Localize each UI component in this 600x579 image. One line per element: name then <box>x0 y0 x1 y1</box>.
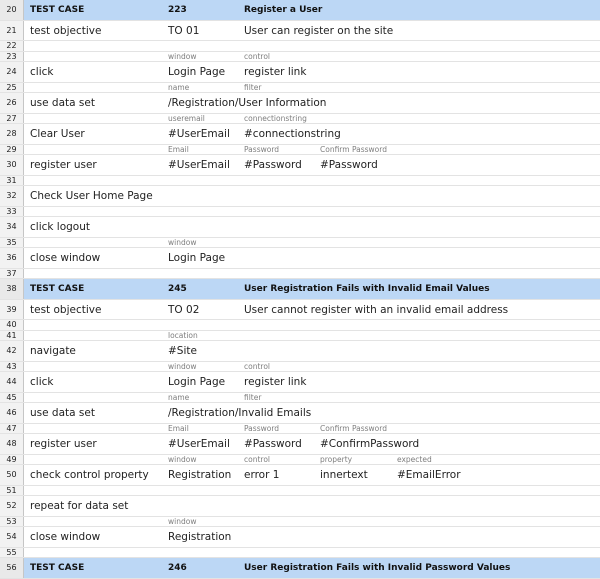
row-number[interactable]: 34 <box>0 217 24 237</box>
parameter-label-cell[interactable]: Confirm Password <box>320 144 387 154</box>
cell[interactable]: #ConfirmPassword <box>320 438 420 450</box>
sheet-row <box>0 362 600 372</box>
parameter-label-cell[interactable]: Password <box>244 144 280 154</box>
sheet-row <box>0 93 600 114</box>
cell[interactable]: close window <box>30 252 101 264</box>
cell[interactable]: TEST CASE <box>30 5 85 15</box>
parameter-label-cell[interactable]: expected <box>397 454 432 464</box>
cell[interactable]: register link <box>244 376 307 388</box>
row-number[interactable]: 47 <box>0 424 24 433</box>
sheet-row <box>0 145 600 155</box>
sheet-row <box>0 238 600 248</box>
cell[interactable]: User Registration Fails with Invalid Password Values <box>244 563 511 573</box>
row-number[interactable]: 28 <box>0 124 24 144</box>
cell[interactable]: User Registration Fails with Invalid Email Values <box>244 284 490 294</box>
cell[interactable]: 223 <box>168 5 187 15</box>
parameter-label-cell[interactable]: Confirm Password <box>320 423 387 433</box>
row-number[interactable]: 55 <box>0 548 24 557</box>
sheet-row <box>0 269 600 279</box>
cell[interactable]: use data set <box>30 407 95 419</box>
row-number[interactable]: 52 <box>0 496 24 516</box>
cell[interactable]: Login Page <box>168 66 226 78</box>
row-number[interactable]: 49 <box>0 455 24 464</box>
parameter-label-cell[interactable]: location <box>168 330 198 340</box>
row-number[interactable]: 51 <box>0 486 24 495</box>
sheet-row <box>0 331 600 341</box>
row-number[interactable]: 54 <box>0 527 24 547</box>
cell[interactable]: TEST CASE <box>30 563 85 573</box>
row-number[interactable]: 46 <box>0 403 24 423</box>
cell[interactable]: test objective <box>30 303 102 316</box>
cell[interactable]: #Password <box>244 159 302 171</box>
cell[interactable]: check control property <box>30 469 149 481</box>
row-number[interactable]: 27 <box>0 114 24 123</box>
row-number[interactable]: 42 <box>0 341 24 361</box>
sheet-row <box>0 52 600 62</box>
cell[interactable]: User can register on the site <box>244 24 394 37</box>
cell[interactable]: click <box>30 66 54 78</box>
cell[interactable]: error 1 <box>244 469 280 481</box>
row-number[interactable]: 44 <box>0 372 24 392</box>
cell[interactable]: close window <box>30 531 101 543</box>
cell[interactable]: #EmailError <box>397 469 461 481</box>
cell[interactable]: Clear User <box>30 128 85 140</box>
sheet-row <box>0 517 600 527</box>
sheet-row <box>0 155 600 176</box>
cell[interactable]: Login Page <box>168 252 226 264</box>
sheet-row <box>0 300 600 321</box>
row-number[interactable]: 20 <box>0 0 24 20</box>
cell[interactable]: 246 <box>168 563 187 573</box>
row-number[interactable]: 29 <box>0 145 24 154</box>
sheet-row <box>0 248 600 269</box>
row-number[interactable]: 40 <box>0 320 24 329</box>
parameter-label-cell[interactable]: window <box>168 51 197 61</box>
cell[interactable]: #UserEmail <box>168 159 230 171</box>
sheet-row <box>0 496 600 517</box>
sheet-row <box>0 527 600 548</box>
sheet-row <box>0 465 600 486</box>
cell[interactable]: #Site <box>168 345 197 357</box>
sheet-row <box>0 393 600 403</box>
test-case-header-row <box>0 558 600 579</box>
row-number[interactable]: 45 <box>0 393 24 402</box>
cell[interactable]: test objective <box>30 24 102 37</box>
sheet-row <box>0 424 600 434</box>
test-case-header-row <box>0 0 600 21</box>
sheet-row <box>0 186 600 207</box>
cell[interactable]: #connectionstring <box>244 128 341 140</box>
row-number[interactable]: 31 <box>0 176 24 185</box>
parameter-label-cell[interactable]: window <box>168 361 197 371</box>
parameter-label-cell[interactable]: control <box>244 361 270 371</box>
cell[interactable]: TO 01 <box>168 24 200 37</box>
row-number[interactable]: 30 <box>0 155 24 175</box>
sheet-row <box>0 41 600 51</box>
parameter-label-cell[interactable]: name <box>168 392 190 402</box>
parameter-label-cell[interactable]: control <box>244 454 270 464</box>
cell[interactable]: #Password <box>244 438 302 450</box>
cell[interactable]: #UserEmail <box>168 128 230 140</box>
cell[interactable]: click <box>30 376 54 388</box>
cell[interactable]: register user <box>30 159 97 171</box>
parameter-label-cell[interactable]: window <box>168 237 197 247</box>
cell[interactable]: use data set <box>30 97 95 109</box>
cell[interactable]: register user <box>30 438 97 450</box>
cell[interactable]: Registration <box>168 531 232 543</box>
row-number[interactable]: 26 <box>0 93 24 113</box>
row-number[interactable]: 37 <box>0 269 24 278</box>
row-number[interactable]: 48 <box>0 434 24 454</box>
row-number[interactable]: 22 <box>0 41 24 50</box>
row-number[interactable]: 33 <box>0 207 24 216</box>
row-number[interactable]: 39 <box>0 300 24 320</box>
row-number[interactable]: 24 <box>0 62 24 82</box>
cell[interactable]: #UserEmail <box>168 438 230 450</box>
row-number[interactable]: 38 <box>0 279 24 299</box>
cell[interactable]: #Password <box>320 159 378 171</box>
parameter-label-cell[interactable]: Email <box>168 423 189 433</box>
parameter-label-cell[interactable]: window <box>168 516 197 526</box>
sheet-row <box>0 320 600 330</box>
parameter-label-cell[interactable]: connectionstring <box>244 113 307 123</box>
row-number[interactable]: 41 <box>0 331 24 340</box>
cell[interactable]: repeat for data set <box>30 500 129 512</box>
sheet-row <box>0 62 600 83</box>
sheet-row <box>0 83 600 93</box>
cell[interactable]: click logout <box>30 221 91 233</box>
parameter-label-cell[interactable]: control <box>244 51 270 61</box>
sheet-row <box>0 217 600 238</box>
cell[interactable]: navigate <box>30 345 76 357</box>
sheet-row <box>0 21 600 42</box>
parameter-label-cell[interactable]: window <box>168 454 197 464</box>
sheet-row <box>0 434 600 455</box>
sheet-row <box>0 176 600 186</box>
cell[interactable]: register link <box>244 66 307 78</box>
row-number[interactable]: 23 <box>0 52 24 61</box>
row-number[interactable]: 43 <box>0 362 24 371</box>
sheet-row <box>0 341 600 362</box>
row-number[interactable]: 21 <box>0 21 24 41</box>
sheet-row <box>0 114 600 124</box>
sheet-row <box>0 486 600 496</box>
sheet-row <box>0 403 600 424</box>
cell[interactable]: innertext <box>320 469 368 481</box>
row-number[interactable]: 53 <box>0 517 24 526</box>
parameter-label-cell[interactable]: useremail <box>168 113 205 123</box>
cell[interactable]: /Registration/User Information <box>168 97 327 109</box>
cell[interactable]: /Registration/Invalid Emails <box>168 407 312 419</box>
cell[interactable]: 245 <box>168 284 187 294</box>
cell[interactable]: User cannot register with an invalid email address <box>244 303 509 316</box>
parameter-label-cell[interactable]: filter <box>244 82 262 92</box>
cell[interactable]: TEST CASE <box>30 284 85 294</box>
parameter-label-cell[interactable]: filter <box>244 392 262 402</box>
row-number[interactable]: 36 <box>0 248 24 268</box>
row-number[interactable]: 35 <box>0 238 24 247</box>
cell[interactable]: TO 02 <box>168 303 200 316</box>
row-number[interactable]: 56 <box>0 558 24 578</box>
row-number[interactable]: 50 <box>0 465 24 485</box>
test-case-header-row <box>0 279 600 300</box>
sheet-row <box>0 124 600 145</box>
parameter-label-cell[interactable]: name <box>168 82 190 92</box>
row-number[interactable]: 25 <box>0 83 24 92</box>
row-number[interactable]: 32 <box>0 186 24 206</box>
sheet-row <box>0 207 600 217</box>
cell[interactable]: Check User Home Page <box>30 190 153 202</box>
sheet-row <box>0 548 600 558</box>
cell[interactable]: Login Page <box>168 376 226 388</box>
cell[interactable]: Registration <box>168 469 232 481</box>
parameter-label-cell[interactable]: Email <box>168 144 189 154</box>
sheet-row <box>0 372 600 393</box>
parameter-label-cell[interactable]: property <box>320 454 353 464</box>
parameter-label-cell[interactable]: Password <box>244 423 280 433</box>
sheet-row <box>0 455 600 465</box>
cell[interactable]: Register a User <box>244 5 323 15</box>
